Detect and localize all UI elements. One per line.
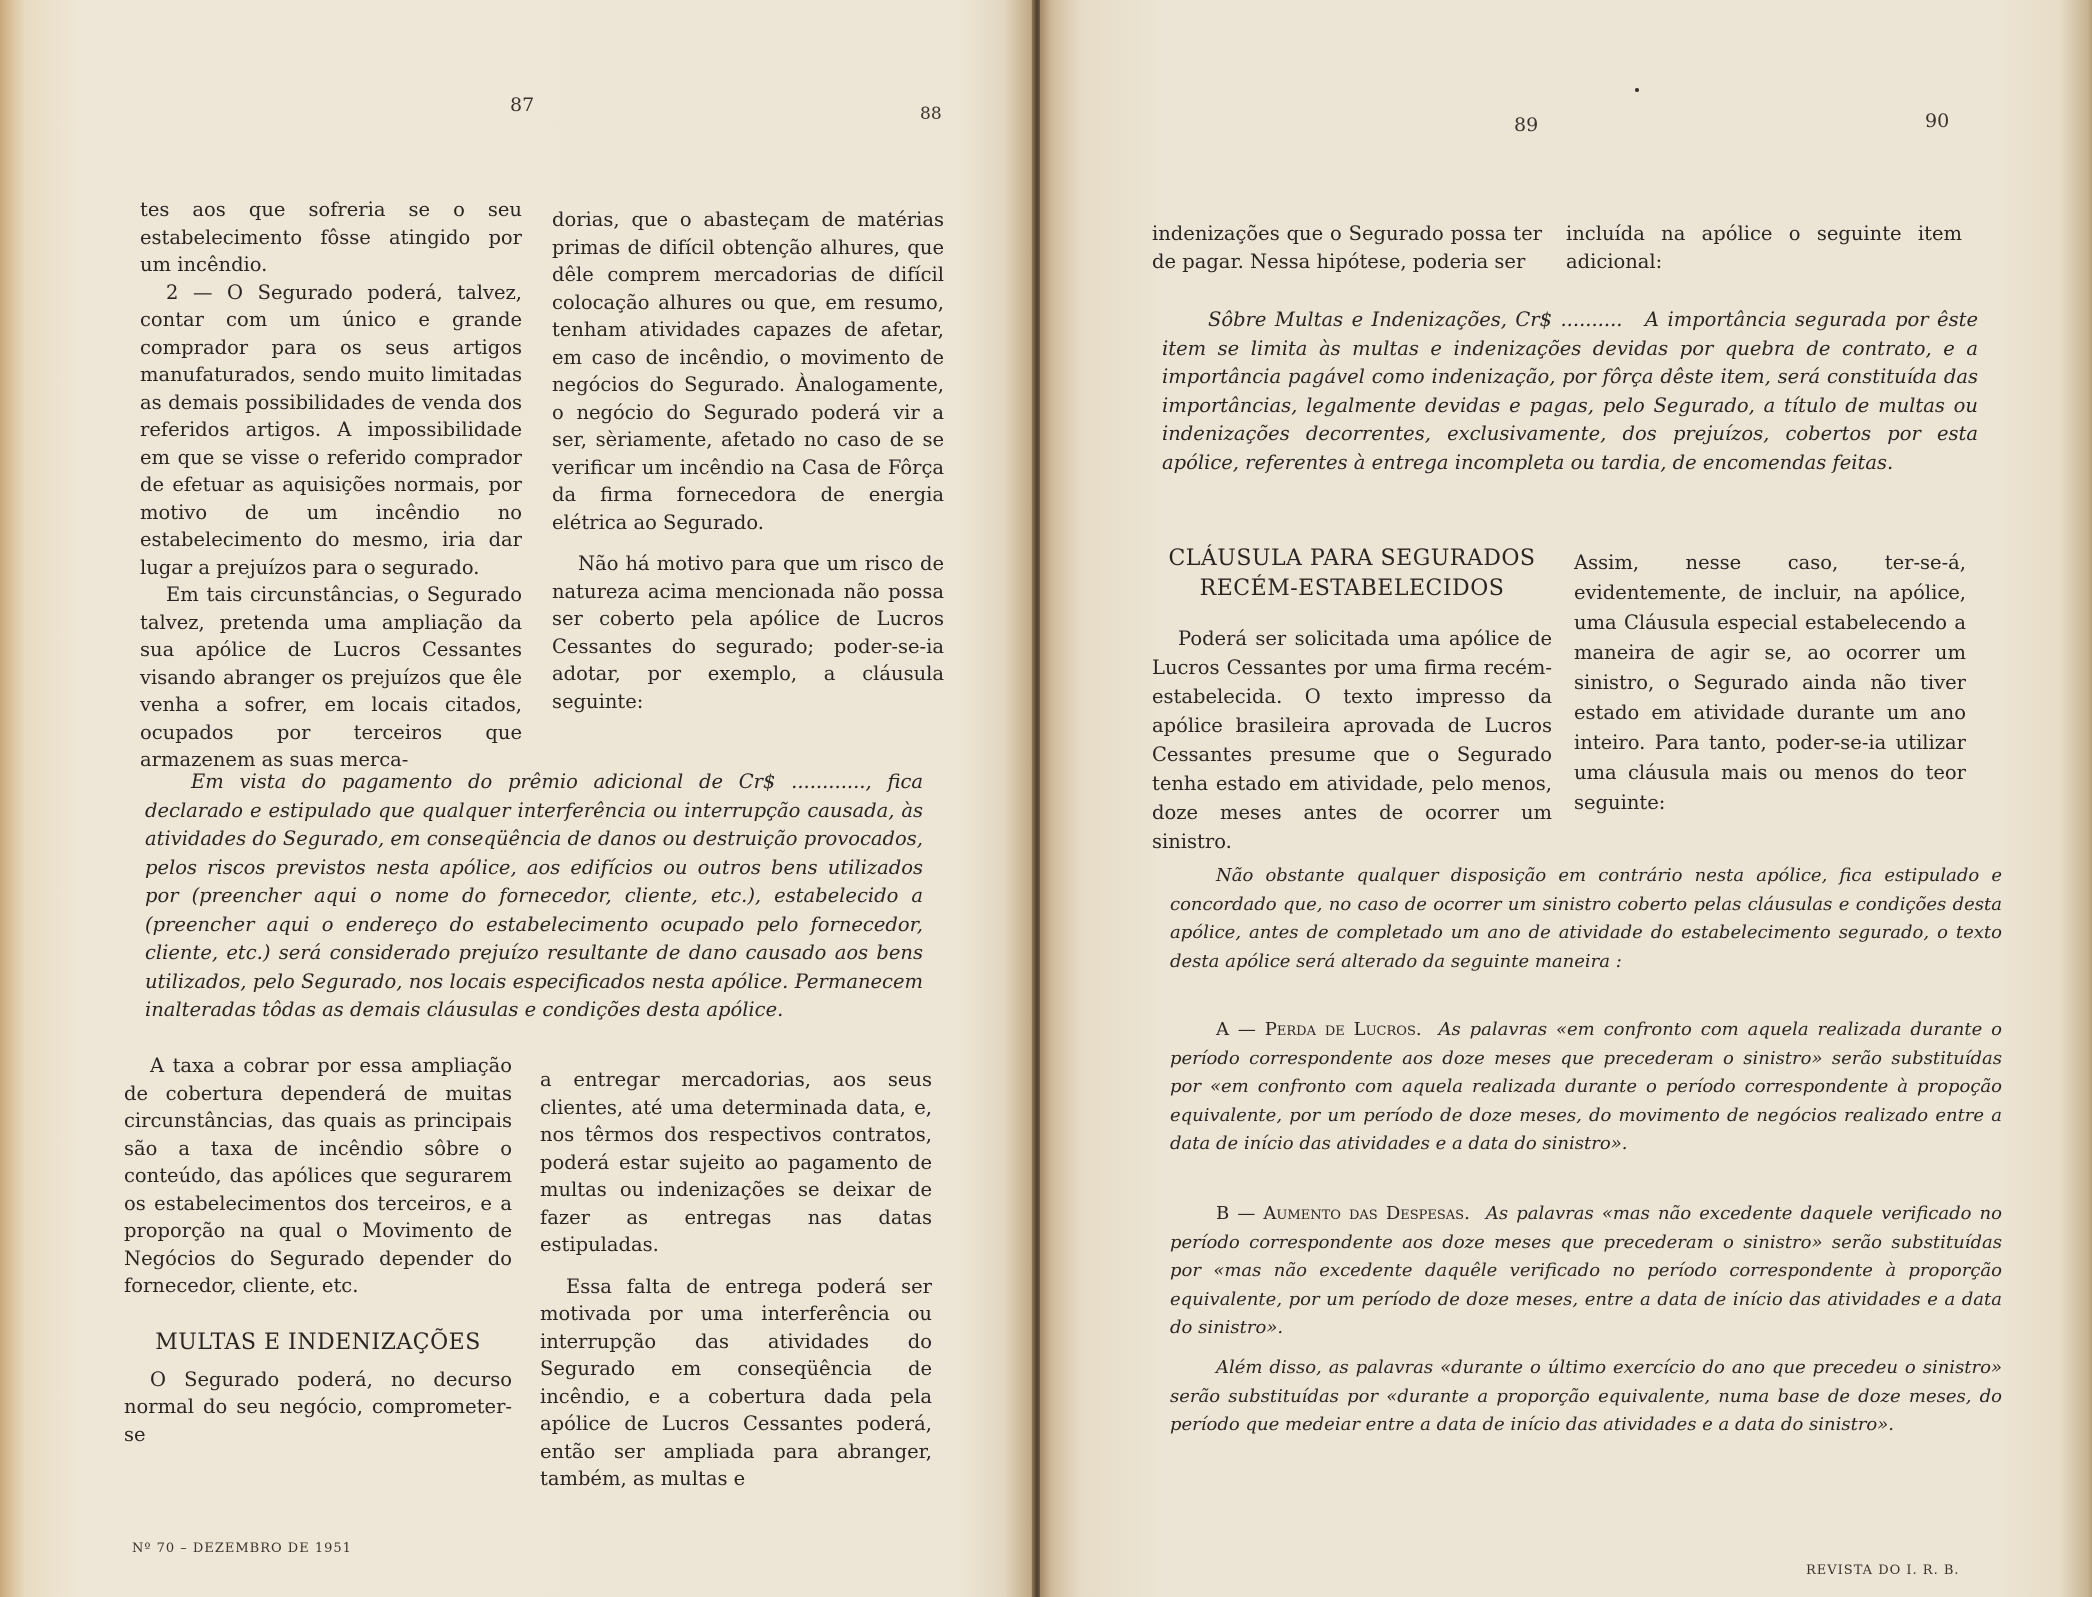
section-heading-multas: MULTAS E INDENIZAÇÕES xyxy=(155,1329,481,1355)
paragraph: Poderá ser solicitada uma apólice de Lucros Cessantes por uma firma recém-estabelecida. O texto impresso da apólice brasileira aprovada de Lucros Cessantes presume que o Segurado tenha estado em atividade, pelo menos, doze meses antes de ocorrer um sinistro. xyxy=(1152,627,1552,853)
left-column-1 xyxy=(140,196,522,774)
paragraph: Em tais circunstâncias, o Segurado talvez, pretenda uma ampliação da sua apólice de Lucros Cessantes visando abranger os prejuízos que êle venha a sofrer, em locais citados, ocupados por terceiros que armazenem as suas merca- xyxy=(140,583,522,771)
right-column-1 xyxy=(1152,544,1552,856)
paragraph: O Segurado poderá, no decurso normal do seu negócio, comprometer-se xyxy=(124,1367,512,1446)
paragraph: Assim, nesse caso, ter-se-á, evidentemente, de incluir, na apólice, uma Cláusula especial estabelecendo a maneira de agir se, ao ocorrer um sinistro, o Segurado ainda não tiver estado em atividade durante um ano inteiro. Para tanto, poder-se-ia utilizar uma cláusula mais ou menos do teor seguinte: xyxy=(1574,551,1966,814)
left-page xyxy=(0,0,1036,1597)
page-number-90: 90 xyxy=(1925,110,1950,132)
page-number-89: 89 xyxy=(1514,114,1539,136)
left-column-4 xyxy=(540,1066,932,1493)
paragraph: dorias, que o abasteçam de matérias primas de difícil obtenção alhures, que dêle comprem mercadorias de difícil colocação alhures ou que, em resumo, tenham atividades capazes de afetar, em caso de incêndio, o movimento de negócios do Segurado. Ànalogamente, o negócio do Segurado poderá vir a ser, sèriamente, afetado no caso de se verificar um incêndio na Casa de Fôrça da firma fornecedora de energia elétrica ao Segurado. xyxy=(552,208,944,534)
clause-lead: Sôbre Multas e Indenizações, Cr$ .......... xyxy=(1208,308,1623,331)
item-b-text: As palavras «mas não excedente daquele verificado no período correspondente aos doze meses que precederam o sinistro» serão substituídas por «mas não excedente daquêle verificado no período correspondente à proporção equivalente, por um período de doze meses, entre a data de início das atividades e a data do sinistro». xyxy=(1170,1203,2002,1338)
page-number-87: 87 xyxy=(510,94,535,116)
right-clause xyxy=(1162,306,1978,477)
clause-body: A importância segurada por êste item se limita às multas e indenizações devidas por quebra de contrato, e a importância pagável como indenização, por fôrça dêste item, será constituída das importâncias, legalmente devidas e pagas, pelo Segurado, a título de multas ou indenizações decorrentes, exclusivamente, dos prejuízos, cobertos por esta apólice, referentes à entrega incompleta ou tardia, de encomendas feitas. xyxy=(1162,308,1978,474)
right-column-1-top: indenizações que o Segurado possa ter de pagar. Nessa hipótese, poderia ser xyxy=(1152,222,1542,273)
left-column-3 xyxy=(124,1052,512,1448)
paragraph: 2 — O Segurado poderá, talvez, contar com um único e grande comprador para os seus artigos manufaturados, sendo muito limitadas as demais possibilidades de venda dos referidos artigos. A impossibilidade em que se visse o referido comprador de efetuar as aquisições normais, por motivo de um incêndio no estabelecimento do mesmo, iria dar lugar a prejuízos para o segurado. xyxy=(140,280,522,579)
item-a-text: As palavras «em confronto com aquela realizada durante o período correspondente aos doze meses que precederam o sinistro» serão substituídas por «em confronto com aquela realizada durante o período correspondente à propoção equivalente, por um período de doze meses, do movimento de negócios realizado entre a data de início das atividades e a data do sinistro». xyxy=(1170,1019,2002,1154)
page-number-88: 88 xyxy=(920,104,942,124)
section-heading-segurados: CLÁUSULA PARA SEGURADOS RECÉM-ESTABELECIDOS xyxy=(1168,546,1536,601)
paragraph: A taxa a cobrar por essa ampliação de cobertura dependerá de muitas circunstâncias, das quais as principais são a taxa de incêndio sôbre o conteúdo, das apólices que segurarem os estabelecimentos dos terceiros, e a proporção na qual o Movimento de Negócios do Segurado depender do fornecedor, cliente, etc. xyxy=(124,1054,512,1297)
item-b-label: B — Aumento das Despesas. xyxy=(1216,1203,1470,1224)
left-footer: Nº 70 – DEZEMBRO DE 1951 xyxy=(132,1541,352,1556)
right-footer: REVISTA DO I. R. B. xyxy=(1806,1563,1960,1578)
left-column-2 xyxy=(552,206,944,715)
print-speck xyxy=(1635,88,1639,92)
right-column-2-top: incluída na apólice o seguinte item adicional: xyxy=(1566,222,1962,273)
final-paragraph: Além disso, as palavras «durante o último exercício do ano que precedeu o sinistro» serão substituídas por «durante a proporção equivalente, numa base de doze meses, do período que medeiar entre a data de início das atividades e a data do sinistro». xyxy=(1170,1357,2002,1435)
paragraph: Essa falta de entrega poderá ser motivada por uma interferência ou interrupção das atividades do Segurado em conseqüência de incêndio, e a cobertura dada pela apólice de Lucros Cessantes poderá, então ser ampliada para abranger, também, as multas e xyxy=(540,1274,932,1490)
left-clause: Em vista do pagamento do prêmio adicional de Cr$ ............, fica declarado e estipulado que qualquer interferência ou interrupção causada, às atividades do Segurado, em conseqüência de danos ou destruição provocados, pelos riscos previstos nesta apólice, aos edifícios ou outros bens utilizados por (preencher aqui o nome do fornecedor, cliente, etc.), estabelecido a (preencher aqui o endereço do estabelecimento ocupado pelo fornecedor, cliente, etc.) será considerado prejuízo resultante de dano causado aos bens utilizados, pelo Segurado, nos locais especificados nesta apólice. Permanecem inalteradas tôdas as demais cláusulas e condições desta apólice. xyxy=(145,770,923,1021)
right-page xyxy=(1040,0,2092,1597)
right-clause-2: Não obstante qualquer disposição em contrário nesta apólice, fica estipulado e concordado que, no caso de ocorrer um sinistro coberto pelas cláusulas e condições desta apólice, antes de completado um ano de atividade do estabelecimento segurado, o texto desta apólice será alterado da seguinte maneira : xyxy=(1170,865,2002,972)
right-column-2 xyxy=(1574,548,1966,818)
paragraph: Não há motivo para que um risco de natureza acima mencionada não possa ser coberto pela apólice de Lucros Cessantes do segurado; poder-se-ia adotar, por exemplo, a cláusula seguinte: xyxy=(552,552,944,713)
paragraph: a entregar mercadorias, aos seus clientes, até uma determinada data, e, nos têrmos dos respectivos contratos, poderá estar sujeito ao pagamento de multas ou indenizações se deixar de fazer as entregas nas datas estipuladas. xyxy=(540,1068,932,1256)
item-b xyxy=(1170,1200,2002,1343)
item-a xyxy=(1170,1016,2002,1159)
paragraph: tes aos que sofreria se o seu estabelecimento fôsse atingido por um incêndio. xyxy=(140,198,522,276)
item-a-label: A — Perda de Lucros. xyxy=(1216,1019,1422,1040)
